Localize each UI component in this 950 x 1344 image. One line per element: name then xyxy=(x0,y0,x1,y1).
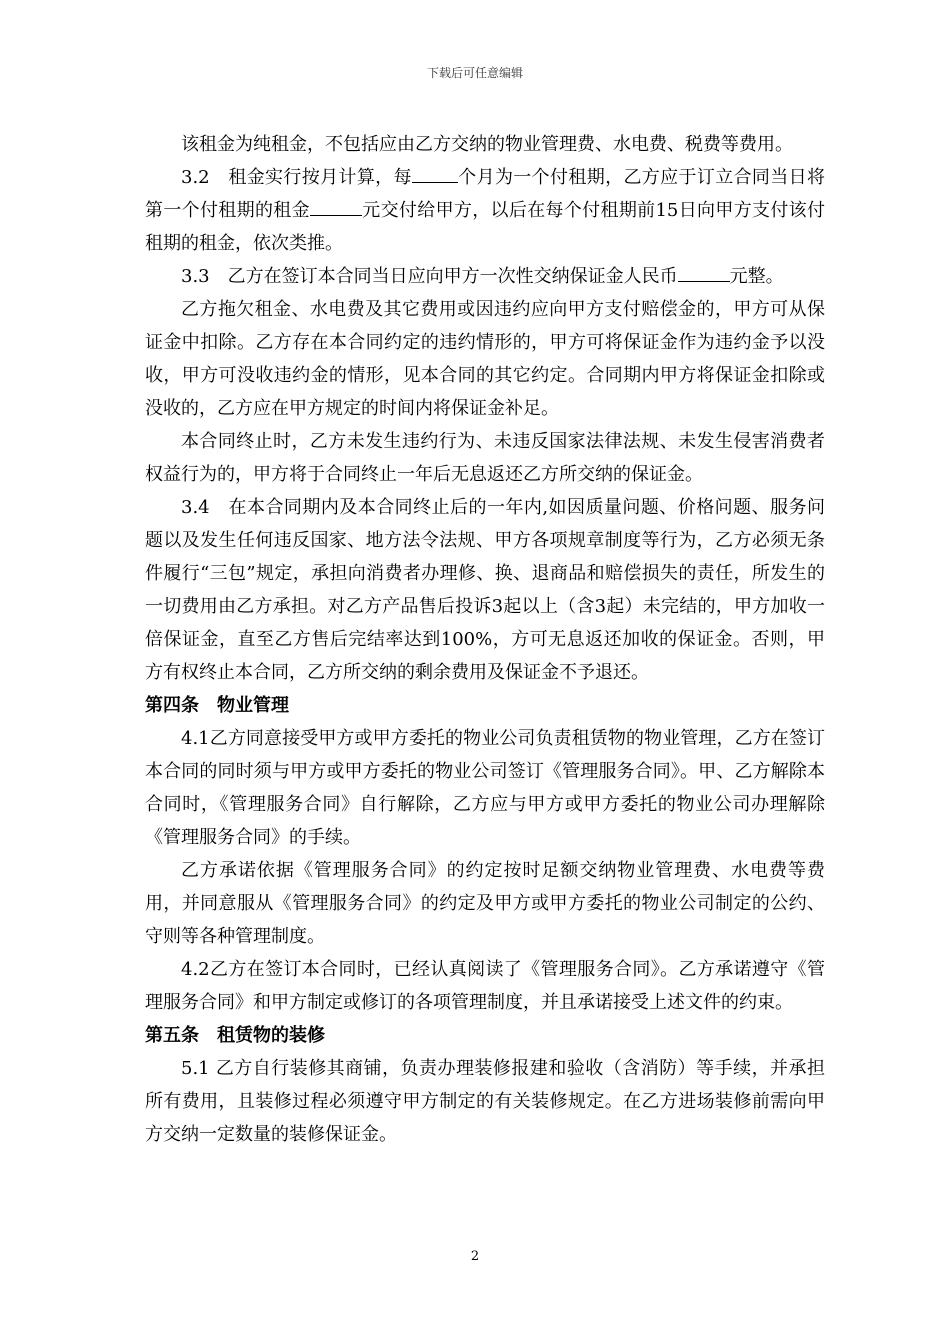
paragraph-3-4: 3.4 在本合同期内及本合同终止后的一年内,如因质量问题、价格问题、服务问题以及发生任何违反国家、地方法令法规、甲方各项规章制度等行为，乙方必须无条件履行“三包”规定，承担向消费者办理修、换、退商品和赔偿损失的责任，所发生的一切费用由乙方承担。对乙方产品售后投诉3起以上（含3起）未完结的，甲方加收一倍保证金，直至乙方售后完结率达到100%，方可无息返还加收的保证金。否则，甲方有权终止本合同，乙方所交纳的剩余费用及保证金不予退还。 xyxy=(145,497,825,683)
text-3-2-b: 个月为一个付租期，乙方应于订立合同当日将第一个付租期的租金 xyxy=(145,167,825,221)
text-3-2-c: 元交付给甲方，以后在每个付租期前15日向甲方支付该付租期的租金，依次类推。 xyxy=(145,200,825,254)
document-body xyxy=(145,128,825,1151)
text-3-3-a: 3.3 乙方在签订本合同当日应向甲方一次性交纳保证金人民币 xyxy=(181,266,678,287)
page-header: 下载后可任意编辑 xyxy=(426,66,523,80)
blank-deposit-amount xyxy=(678,281,730,282)
paragraph-property-fees: 乙方承诺依据《管理服务合同》的约定按时足额交纳物业管理费、水电费等费用，并同意服从《管理服务合同》的约定及甲方或甲方委托的物业公司制定的公约、守则等各种管理制度。 xyxy=(145,860,825,947)
paragraph-5-1: 5.1 乙方自行装修其商铺，负责办理装修报建和验收（含消防）等手续，并承担所有费用，且装修过程必须遵守甲方制定的有关装修规定。在乙方进场装修前需向甲方交纳一定数量的装修保证金。 xyxy=(145,1058,825,1145)
paragraph-3-3 xyxy=(145,260,825,293)
heading-article-5: 第五条 租赁物的装修 xyxy=(145,1025,325,1046)
heading-article-4: 第四条 物业管理 xyxy=(145,695,289,716)
blank-months xyxy=(412,182,458,183)
text-3-3-b: 元整。 xyxy=(729,266,784,287)
page-number: 2 xyxy=(470,1249,480,1264)
paragraph-rent-note: 该租金为纯租金，不包括应由乙方交纳的物业管理费、水电费、税费等费用。 xyxy=(181,134,793,155)
text-3-2-a: 3.2 租金实行按月计算，每 xyxy=(181,167,412,188)
paragraph-4-1: 4.1乙方同意接受甲方或甲方委托的物业公司负责租赁物的物业管理，乙方在签订本合同的同时须与甲方或甲方委托的物业公司签订《管理服务合同》。甲、乙方解除本合同时，《管理服务合同》自行解除，乙方应与甲方或甲方委托的物业公司办理解除《管理服务合同》的手续。 xyxy=(145,728,825,848)
paragraph-deposit-return: 本合同终止时，乙方未发生违约行为、未违反国家法律法规、未发生侵害消费者权益行为的，甲方将于合同终止一年后无息返还乙方所交纳的保证金。 xyxy=(145,431,825,485)
blank-rent-amount xyxy=(310,215,362,216)
paragraph-3-2 xyxy=(145,161,825,260)
paragraph-deposit-deduction: 乙方拖欠租金、水电费及其它费用或因违约应向甲方支付赔偿金的，甲方可从保证金中扣除。乙方存在本合同约定的违约情形的，甲方可将保证金作为违约金予以没收，甲方可没收违约金的情形，见本合同的其它约定。合同期内甲方将保证金扣除或没收的，乙方应在甲方规定的时间内将保证金补足。 xyxy=(145,299,825,419)
paragraph-4-2: 4.2乙方在签订本合同时，已经认真阅读了《管理服务合同》。乙方承诺遵守《管理服务合同》和甲方制定或修订的各项管理制度，并且承诺接受上述文件的约束。 xyxy=(145,959,825,1013)
